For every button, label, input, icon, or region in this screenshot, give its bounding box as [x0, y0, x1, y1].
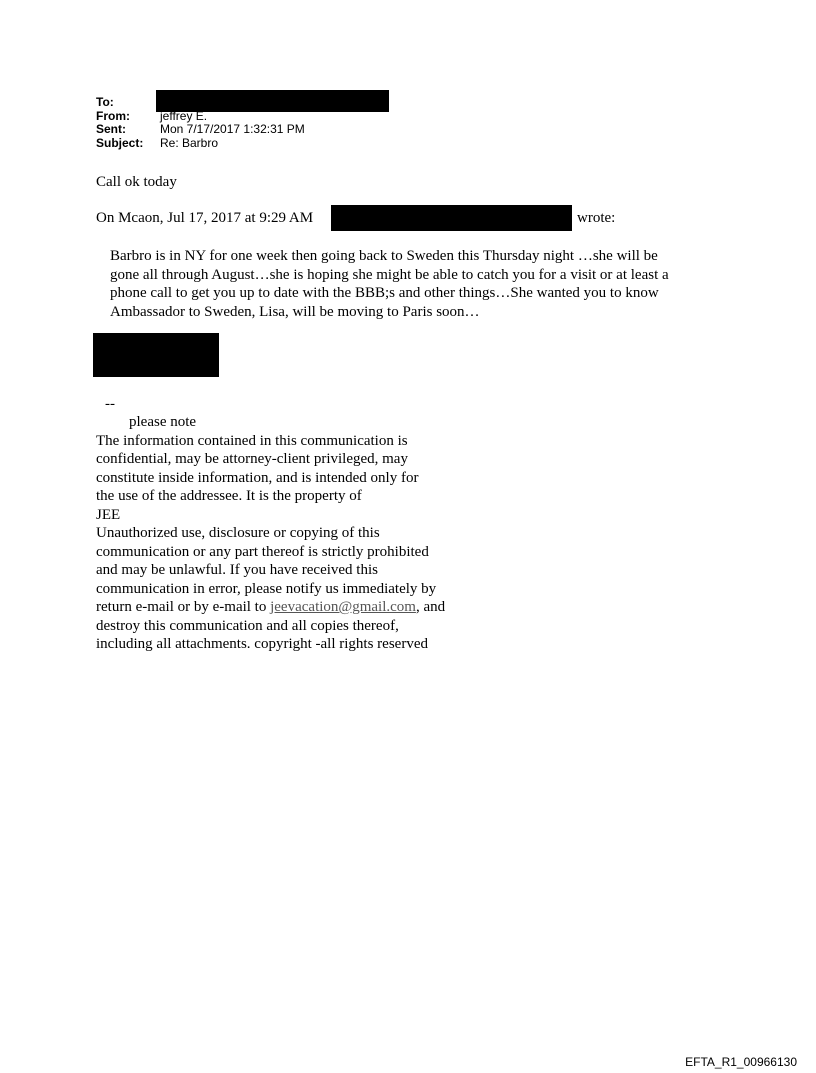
to-label: To: — [96, 95, 114, 109]
header-subject-row — [96, 137, 305, 151]
sent-value: Mon 7/17/2017 1:32:31 PM — [160, 122, 305, 136]
bates-number: EFTA_R1_00966130 — [685, 1055, 797, 1069]
notice-line: JEE — [96, 506, 121, 523]
notice-line: destroy this communication and all copies thereof, — [96, 617, 399, 634]
quoted-message — [110, 247, 720, 321]
header-from-row — [96, 110, 305, 124]
notice-line: including all attachments. copyright -all rights reserved — [96, 636, 428, 652]
notice-line: constitute inside information, and is intended only for — [96, 469, 419, 486]
email-header — [96, 96, 305, 150]
quoted-line: Barbro is in NY for one week then going back to Sweden this Thursday night …she will be — [110, 248, 658, 264]
redaction-box-signature — [93, 333, 219, 377]
subject-label: Subject: — [96, 135, 144, 150]
quote-wrote: wrote: — [577, 210, 616, 226]
please-note: please note — [129, 414, 197, 430]
email-suffix: , and — [415, 599, 446, 615]
quoted-line: Ambassador to Sweden, Lisa, will be moving to Paris soon… — [110, 303, 480, 320]
signature-dashes: -- — [105, 396, 115, 412]
confidentiality-notice — [96, 413, 445, 654]
email-link[interactable]: jeevacation@gmail.com — [270, 599, 416, 615]
notice-line: The information contained in this communication is — [96, 432, 408, 449]
notice-line: communication or any part thereof is strictly prohibited — [96, 543, 429, 560]
sent-label: Sent: — [96, 122, 126, 136]
subject-value: Re: Barbro — [160, 135, 219, 150]
notice-line: Unauthorized use, disclosure or copying of this — [96, 525, 380, 541]
redaction-box-sender — [331, 205, 572, 231]
quote-intro: On Mcaon, Jul 17, 2017 at 9:29 AM — [96, 210, 314, 226]
notice-line: confidential, may be attorney-client privileged, may — [96, 451, 408, 467]
from-label: From: — [96, 108, 130, 123]
notice-email-line — [96, 598, 445, 617]
reply-text: Call ok today — [96, 174, 177, 190]
notice-line: communication in error, please notify us immediately by — [96, 580, 437, 597]
header-sent-row — [96, 123, 305, 137]
quoted-line: gone all through August…she is hoping she might be able to catch you for a visit or at least a — [110, 266, 669, 283]
header-to-row — [96, 96, 305, 110]
email-prefix: return e-mail or by e-mail to — [96, 599, 271, 615]
notice-line: and may be unlawful. If you have received this — [96, 562, 378, 578]
notice-line: the use of the addressee. It is the property of — [96, 488, 362, 504]
from-value: jeffrey E. — [160, 108, 208, 123]
quoted-line: phone call to get you up to date with the BBB;s and other things…She wanted you to know — [110, 285, 659, 301]
